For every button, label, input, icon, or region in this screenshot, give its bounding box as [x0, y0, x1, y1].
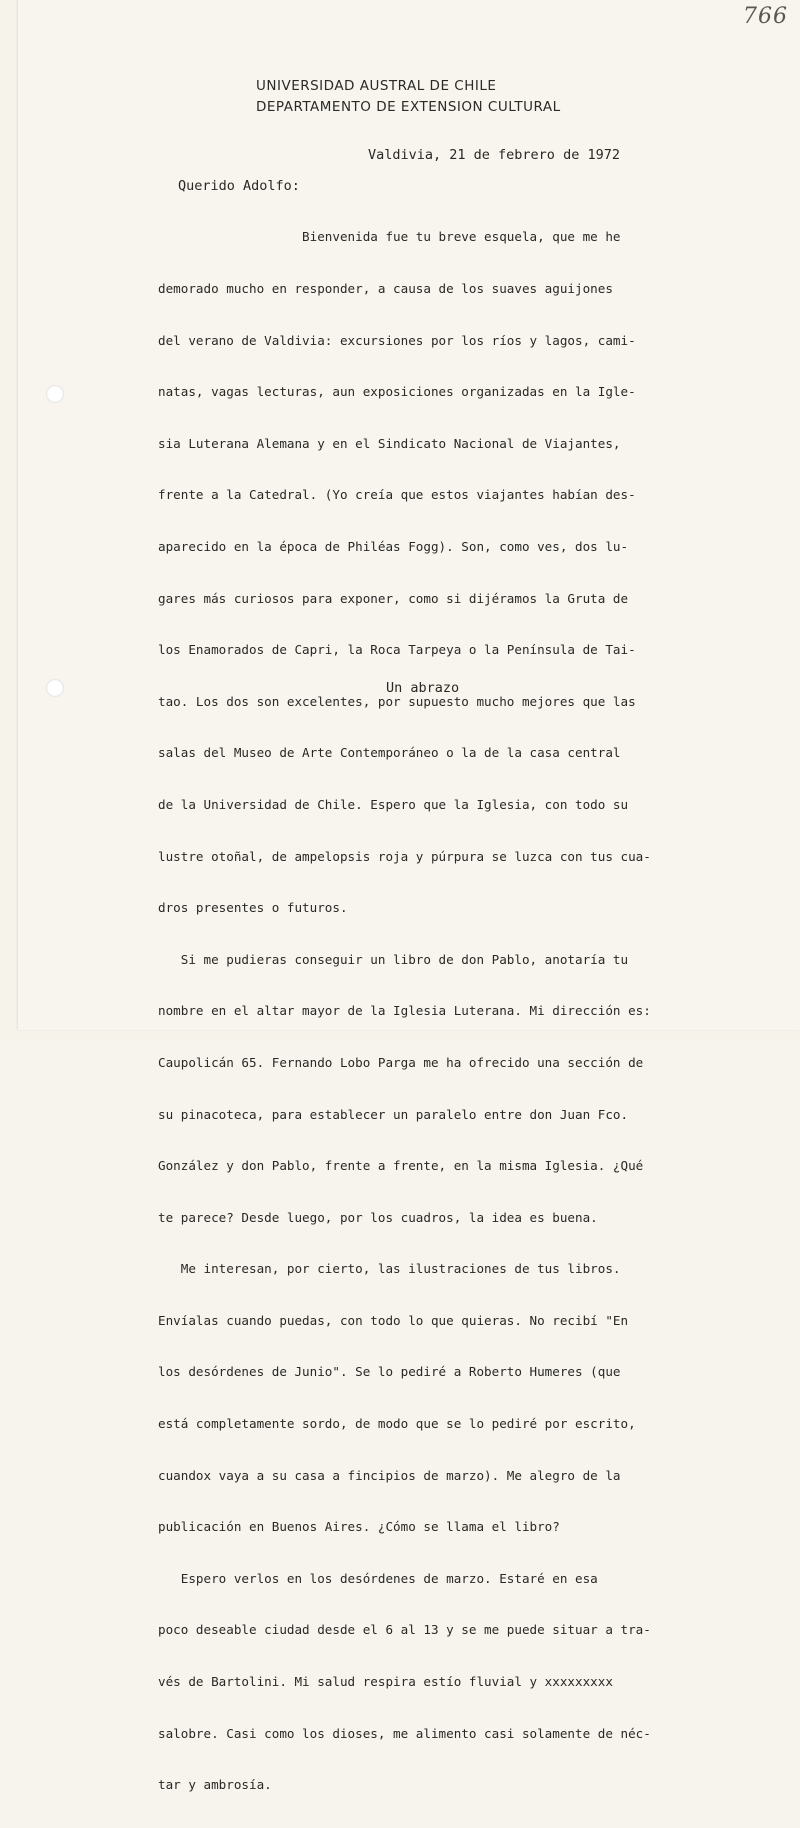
body-line: gares más curiosos para exponer, como si dijéramos la Gruta de: [158, 590, 629, 606]
body-line: natas, vagas lecturas, aun exposiciones organizadas en la Igle-: [158, 384, 636, 400]
body-line: vés de Bartolini. Mi salud respira estío fluvial y xxxxxxxxx: [158, 1674, 613, 1690]
salutation: Querido Adolfo:: [178, 178, 300, 194]
letterhead: [256, 76, 561, 118]
letterhead-department: DEPARTAMENTO DE EXTENSION CULTURAL: [256, 99, 561, 115]
body-line: Envíalas cuando puedas, con todo lo que quieras. No recibí "En: [158, 1312, 629, 1328]
body-line: González y don Pablo, frente a frente, en la misma Iglesia. ¿Qué: [158, 1158, 644, 1174]
body-line: salobre. Casi como los dioses, me alimento casi solamente de néc-: [158, 1725, 651, 1741]
body-line: nombre en el altar mayor de la Iglesia Luterana. Mi dirección es:: [158, 1003, 651, 1019]
letter-body: [158, 194, 778, 1828]
body-line: Me interesan, por cierto, las ilustraciones de tus libros.: [158, 1261, 621, 1277]
body-line: dros presentes o futuros.: [158, 900, 348, 916]
body-line: publicación en Buenos Aires. ¿Cómo se llama el libro?: [158, 1519, 560, 1535]
body-line: los desórdenes de Junio". Se lo pediré a Roberto Humeres (que: [158, 1364, 621, 1380]
closing: Un abrazo: [386, 680, 460, 696]
body-line: te parece? Desde luego, por los cuadros, la idea es buena.: [158, 1209, 598, 1225]
body-line: salas del Museo de Arte Contemporáneo o la de la casa central: [158, 745, 621, 761]
body-line: frente a la Catedral. (Yo creía que estos viajantes habían des-: [158, 487, 636, 503]
body-line: aparecido en la época de Philéas Fogg). Son, como ves, dos lu-: [158, 538, 629, 554]
body-line: está completamente sordo, de modo que se lo pediré por escrito,: [158, 1416, 636, 1432]
body-line: Bienvenida fue tu breve esquela, que me he: [158, 229, 621, 245]
body-line: los Enamorados de Capri, la Roca Tarpeya o la Península de Tai-: [158, 642, 636, 658]
body-line: lustre otoñal, de ampelopsis roja y púrpura se luzca con tus cua-: [158, 848, 651, 864]
punch-hole: [46, 679, 64, 697]
archive-number: 766: [743, 4, 788, 29]
body-line: tar y ambrosía.: [158, 1777, 272, 1793]
dateline: Valdivia, 21 de febrero de 1972: [368, 147, 620, 163]
body-line: poco deseable ciudad desde el 6 al 13 y se me puede situar a tra-: [158, 1622, 651, 1638]
body-line: su pinacoteca, para establecer un paralelo entre don Juan Fco.: [158, 1106, 629, 1122]
body-line: sia Luterana Alemana y en el Sindicato Nacional de Viajantes,: [158, 435, 621, 451]
body-line: de la Universidad de Chile. Espero que la Iglesia, con todo su: [158, 796, 629, 812]
body-line: Caupolicán 65. Fernando Lobo Parga me ha ofrecido una sección de: [158, 1054, 644, 1070]
body-line: tao. Los dos son excelentes, por supuesto mucho mejores que las: [158, 693, 636, 709]
letterhead-institution: UNIVERSIDAD AUSTRAL DE CHILE: [256, 78, 497, 94]
body-line: Si me pudieras conseguir un libro de don Pablo, anotaría tu: [158, 951, 629, 967]
body-line: Espero verlos en los desórdenes de marzo. Estaré en esa: [158, 1570, 598, 1586]
body-line: cuandox vaya a su casa a fincipios de marzo). Me alegro de la: [158, 1467, 621, 1483]
body-line: demorado mucho en responder, a causa de los suaves aguijones: [158, 281, 613, 296]
punch-hole: [46, 385, 64, 403]
body-line: del verano de Valdivia: excursiones por los ríos y lagos, cami-: [158, 332, 636, 348]
